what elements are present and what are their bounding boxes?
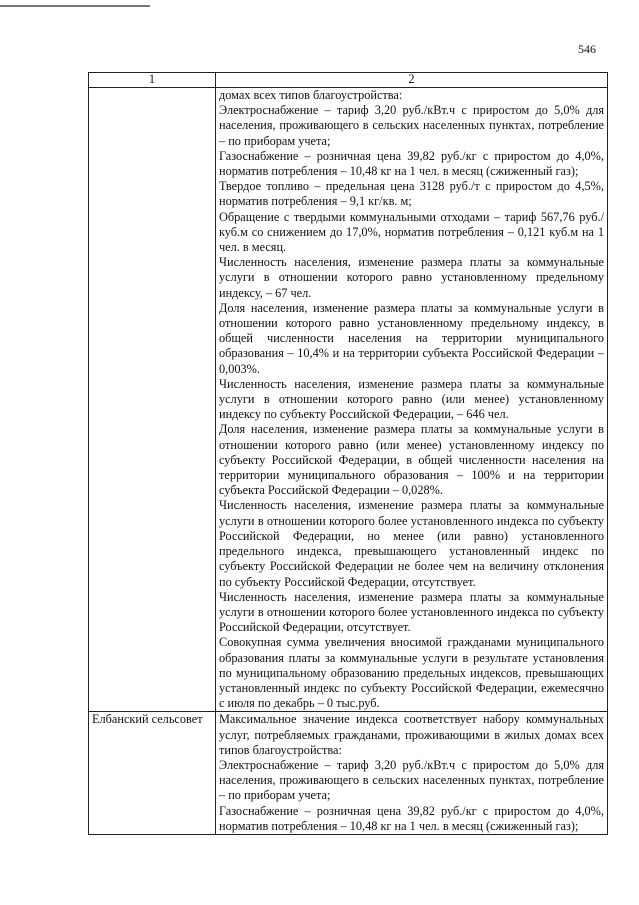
paragraph: Электроснабжение – тариф 3,20 руб./кВт.ч с приростом до 5,0% для населения, проживающего в сельских населенных пунктах, потребление – по приборам учета; (219, 757, 604, 803)
paragraph: Твердое топливо – предельная цена 3128 руб./т с приростом до 4,5%, норматив потребления – 9,1 кг/кв. м; (219, 179, 604, 209)
paragraph: Доля населения, изменение размера платы за коммунальные услуги в отношении которого равно (или менее) установленному индексу по субъекту Российской Федерации, в общей численности населения на территории муниципального образования – 100% и на территории субъекта Российской Федерации – 0,028%. (219, 422, 604, 498)
document-table (88, 72, 608, 835)
table-row (89, 88, 608, 712)
paragraph: Газоснабжение – розничная цена 39,82 руб./кг с приростом до 4,0%, норматив потребления – 10,48 кг на 1 чел. в месяц (сжиженный газ); (219, 803, 604, 833)
paragraph: Численность населения, изменение размера платы за коммунальные услуги в отношении которого более установленного индекса по субъекту Российской Федерации, но менее (или равно) установленного предельного индекса, превышающего установленный индекс по субъекту Российской Федерации не более чем на величину отклонения по субъекту Российской Федерации, отсутствует. (219, 498, 604, 589)
page-number: 546 (578, 42, 596, 56)
description-cell (216, 88, 608, 712)
municipality-name-cell (89, 88, 216, 712)
municipality-name-cell: Елбанский сельсовет (89, 712, 216, 835)
paragraph: Электроснабжение – тариф 3,20 руб./кВт.ч с приростом до 5,0% для населения, проживающего в сельских населенных пунктах, потребление – по приборам учета; (219, 103, 604, 148)
paragraph: Совокупная сумма увеличения вносимой гражданами муниципального образования платы за коммунальные услуги в результате установления по муниципальному образованию предельных индексов, превышающих установленный индекс по субъекту Российской Федерации, ежемесячно с июля по декабрь – 0 тыс.руб. (219, 635, 604, 711)
column-header-2: 2 (216, 73, 608, 88)
paragraph: Численность населения, изменение размера платы за коммунальные услуги в отношении которого равно (или менее) установленному индексу по субъекту Российской Федерации, – 646 чел. (219, 376, 604, 422)
table-header-row (89, 73, 608, 88)
paragraph: Численность населения, изменение размера платы за коммунальные услуги в отношении которого более установленного индекса по субъекту Российской Федерации, отсутствует. (219, 589, 604, 635)
paragraph: Доля населения, изменение размера платы за коммунальные услуги в отношении которого равно установленному предельному индексу, в общей численности населения на территории муниципального образования – 10,4% и на территории субъекта Российской Федерации – 0,003%. (219, 300, 604, 376)
table-row (89, 712, 608, 835)
paragraph: домах всех типов благоустройства: (219, 88, 403, 102)
column-header-1: 1 (89, 73, 216, 88)
description-cell (216, 712, 608, 835)
scan-edge-line (0, 5, 150, 7)
paragraph: Численность населения, изменение размера платы за коммунальные услуги в отношении которого равно установленному предельному индексу, – 67 чел. (219, 255, 604, 300)
paragraph: Газоснабжение – розничная цена 39,82 руб./кг с приростом до 4,0%, норматив потребления – 10,48 кг на 1 чел. в месяц (сжиженный газ); (219, 148, 604, 179)
paragraph: Максимальное значение индекса соответствует набору коммунальных услуг, потребляемых гражданами, проживающими в жилых домах всех типов благоустройства: (219, 712, 604, 757)
paragraph: Обращение с твердыми коммунальными отходами – тариф 567,76 руб./куб.м со снижением до 17,0%, норматив потребления – 0,121 куб.м на 1 чел. в месяц. (219, 209, 604, 255)
